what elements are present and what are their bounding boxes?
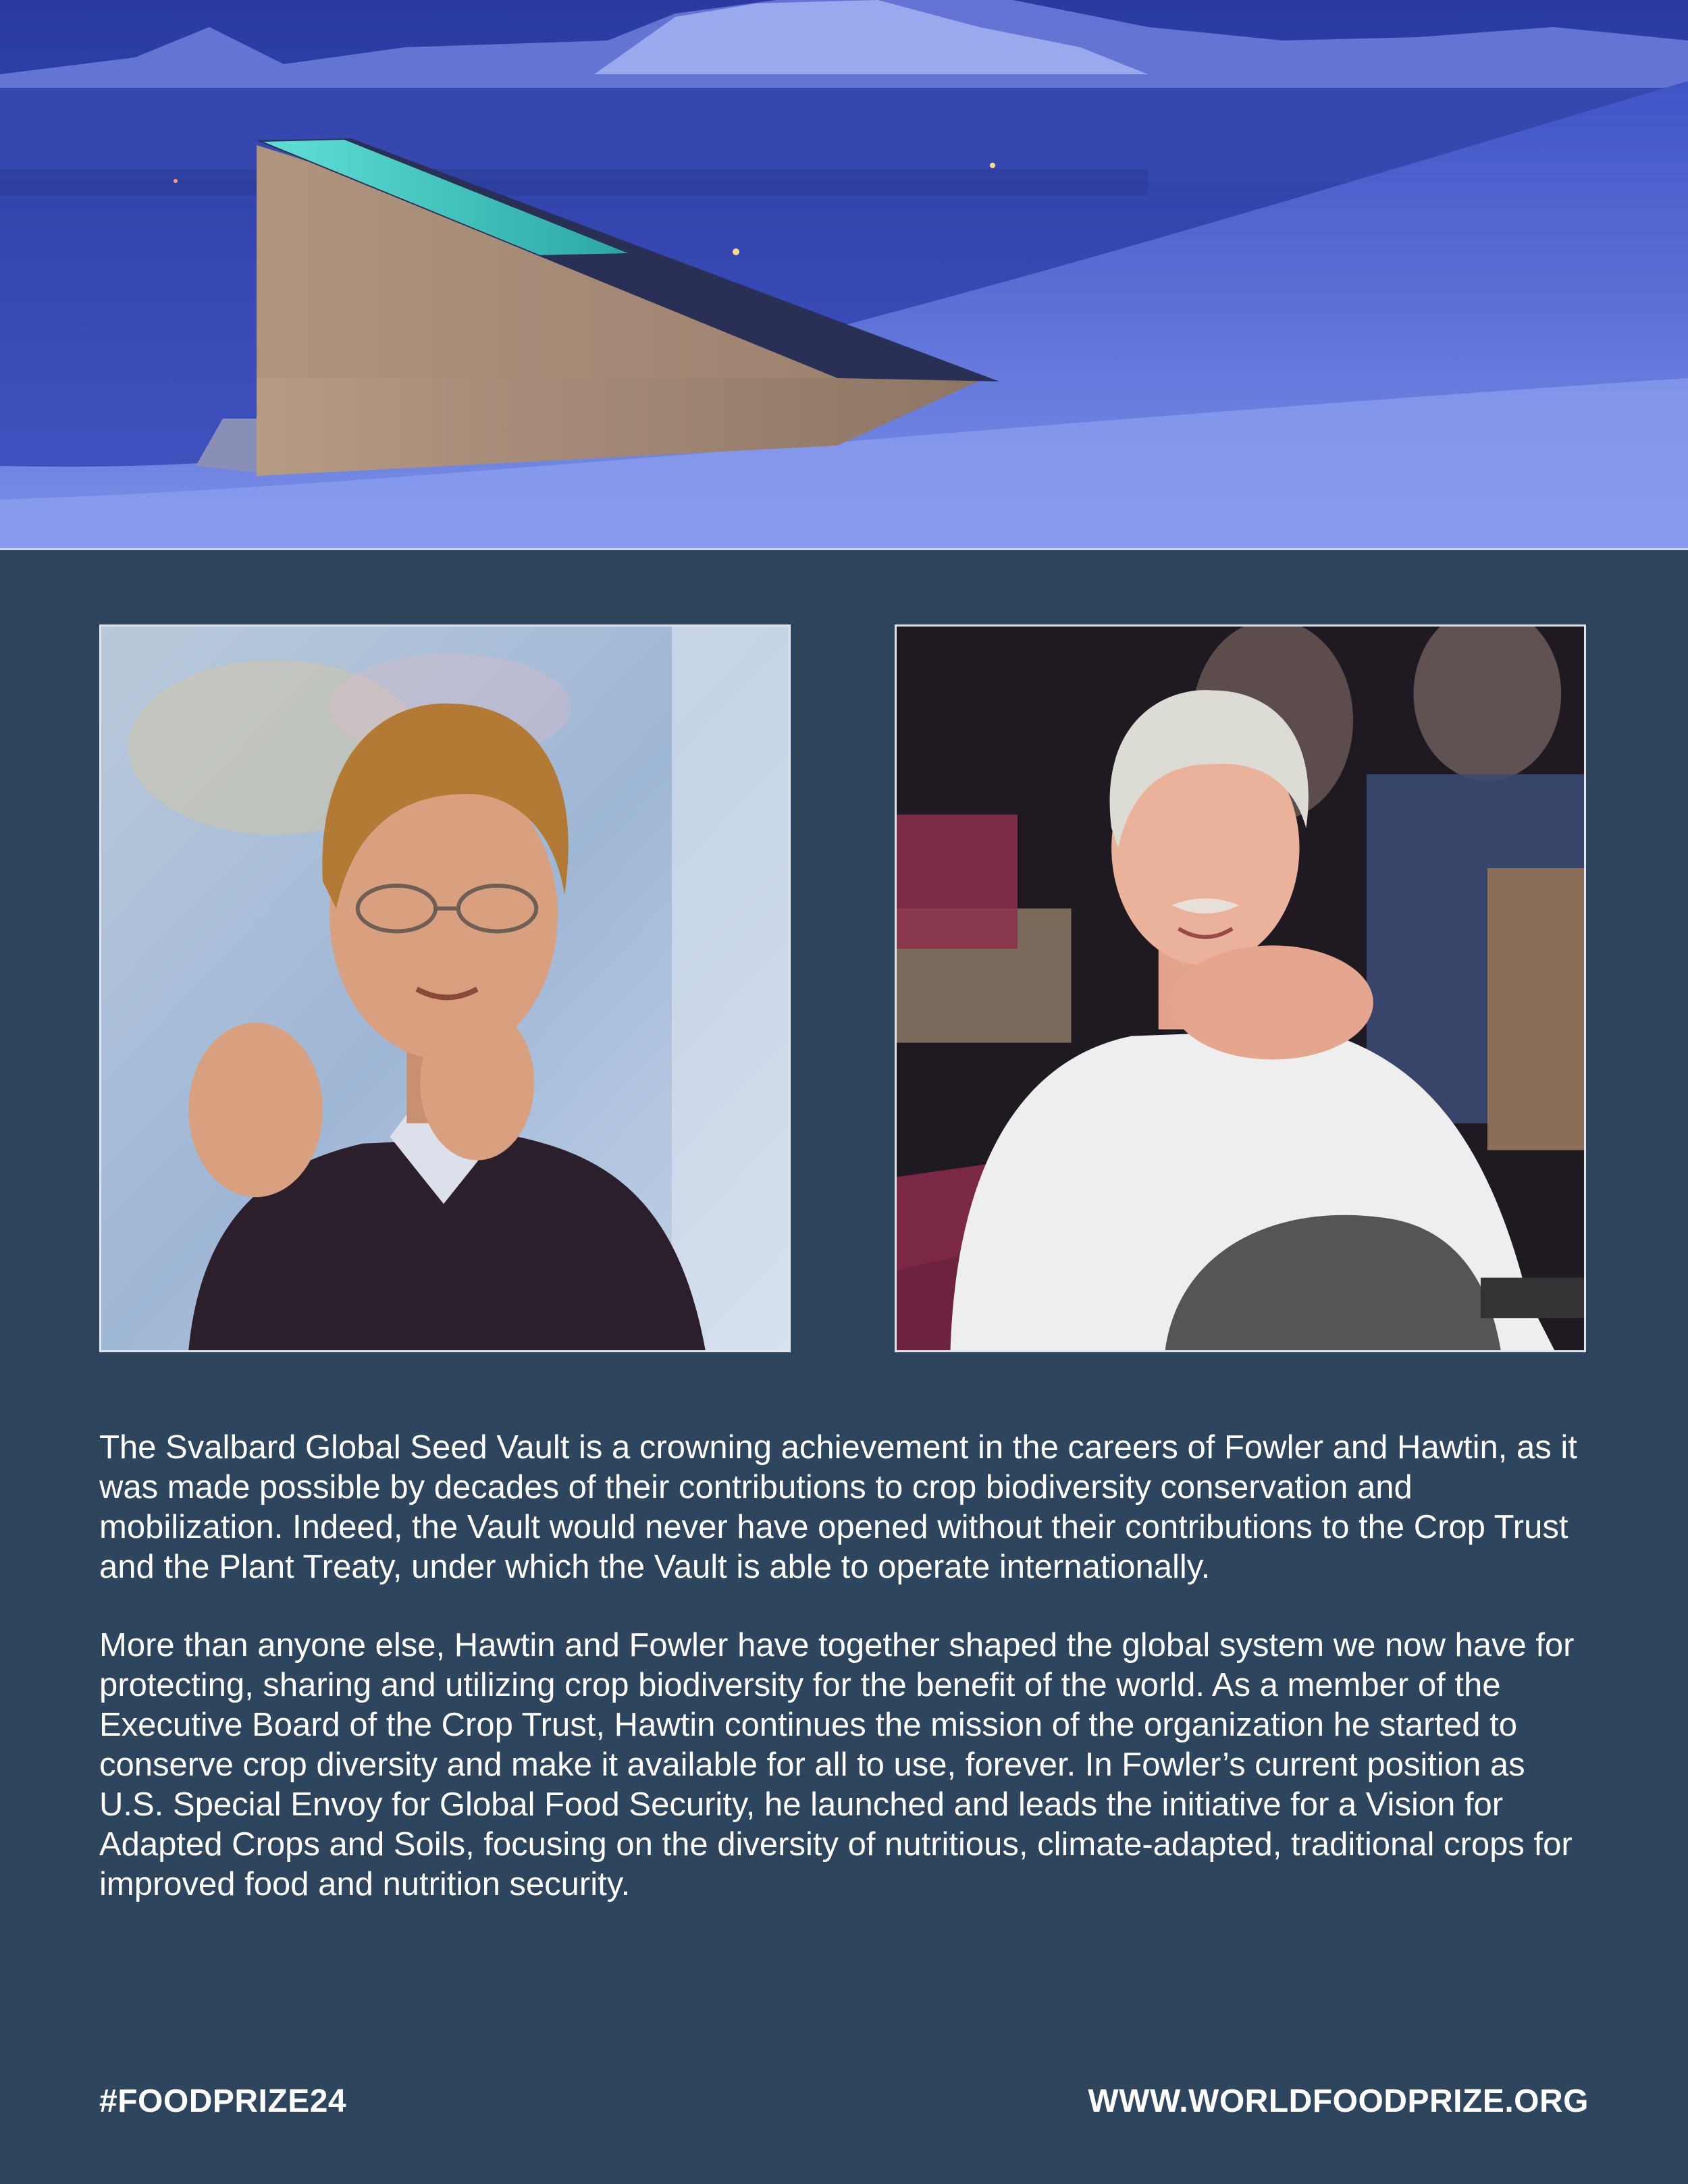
body-paragraph-1: The Svalbard Global Seed Vault is a crowning achievement in the careers of Fowler and Hawtin, as it was made possible by decades of their contributions to crop biodiversity conservation and mobilization. Indeed, the Vault would never have opened without their contributions to the Crop Trust and the Plant Treaty, under which the Vault is able to operate internationally. <box>99 1429 1577 1585</box>
body-text <box>99 1428 1591 1943</box>
body-paragraph-2: More than anyone else, Hawtin and Fowler have together shaped the global system we now have for protecting, sharing and utilizing crop biodiversity for the benefit of the world. As a member of the Executive Board of the Crop Trust, Hawtin continues the mission of the organization he started to conserve crop diversity and make it available for all to use, forever. In Fowler’s current position as U.S. Special Envoy for Global Food Security, he launched and leads the initiative for a Vision for Adapted Crops and Soils, focusing on the diversity of nutritious, climate-adapted, traditional crops for improved food and nutrition security. <box>99 1627 1575 1902</box>
person-seated-photo-icon <box>897 627 1584 1350</box>
hawtin-portrait-photo <box>895 624 1586 1352</box>
seed-vault-illustration <box>0 0 1688 548</box>
fowler-portrait-photo <box>99 624 791 1352</box>
person-speaking-photo-icon <box>101 627 789 1350</box>
hero-image-svalbard-seed-vault <box>0 0 1688 550</box>
footer-hashtag: #FOODPRIZE24 <box>99 2083 347 2119</box>
footer-website-link[interactable]: WWW.WORLDFOODPRIZE.ORG <box>1088 2083 1589 2119</box>
